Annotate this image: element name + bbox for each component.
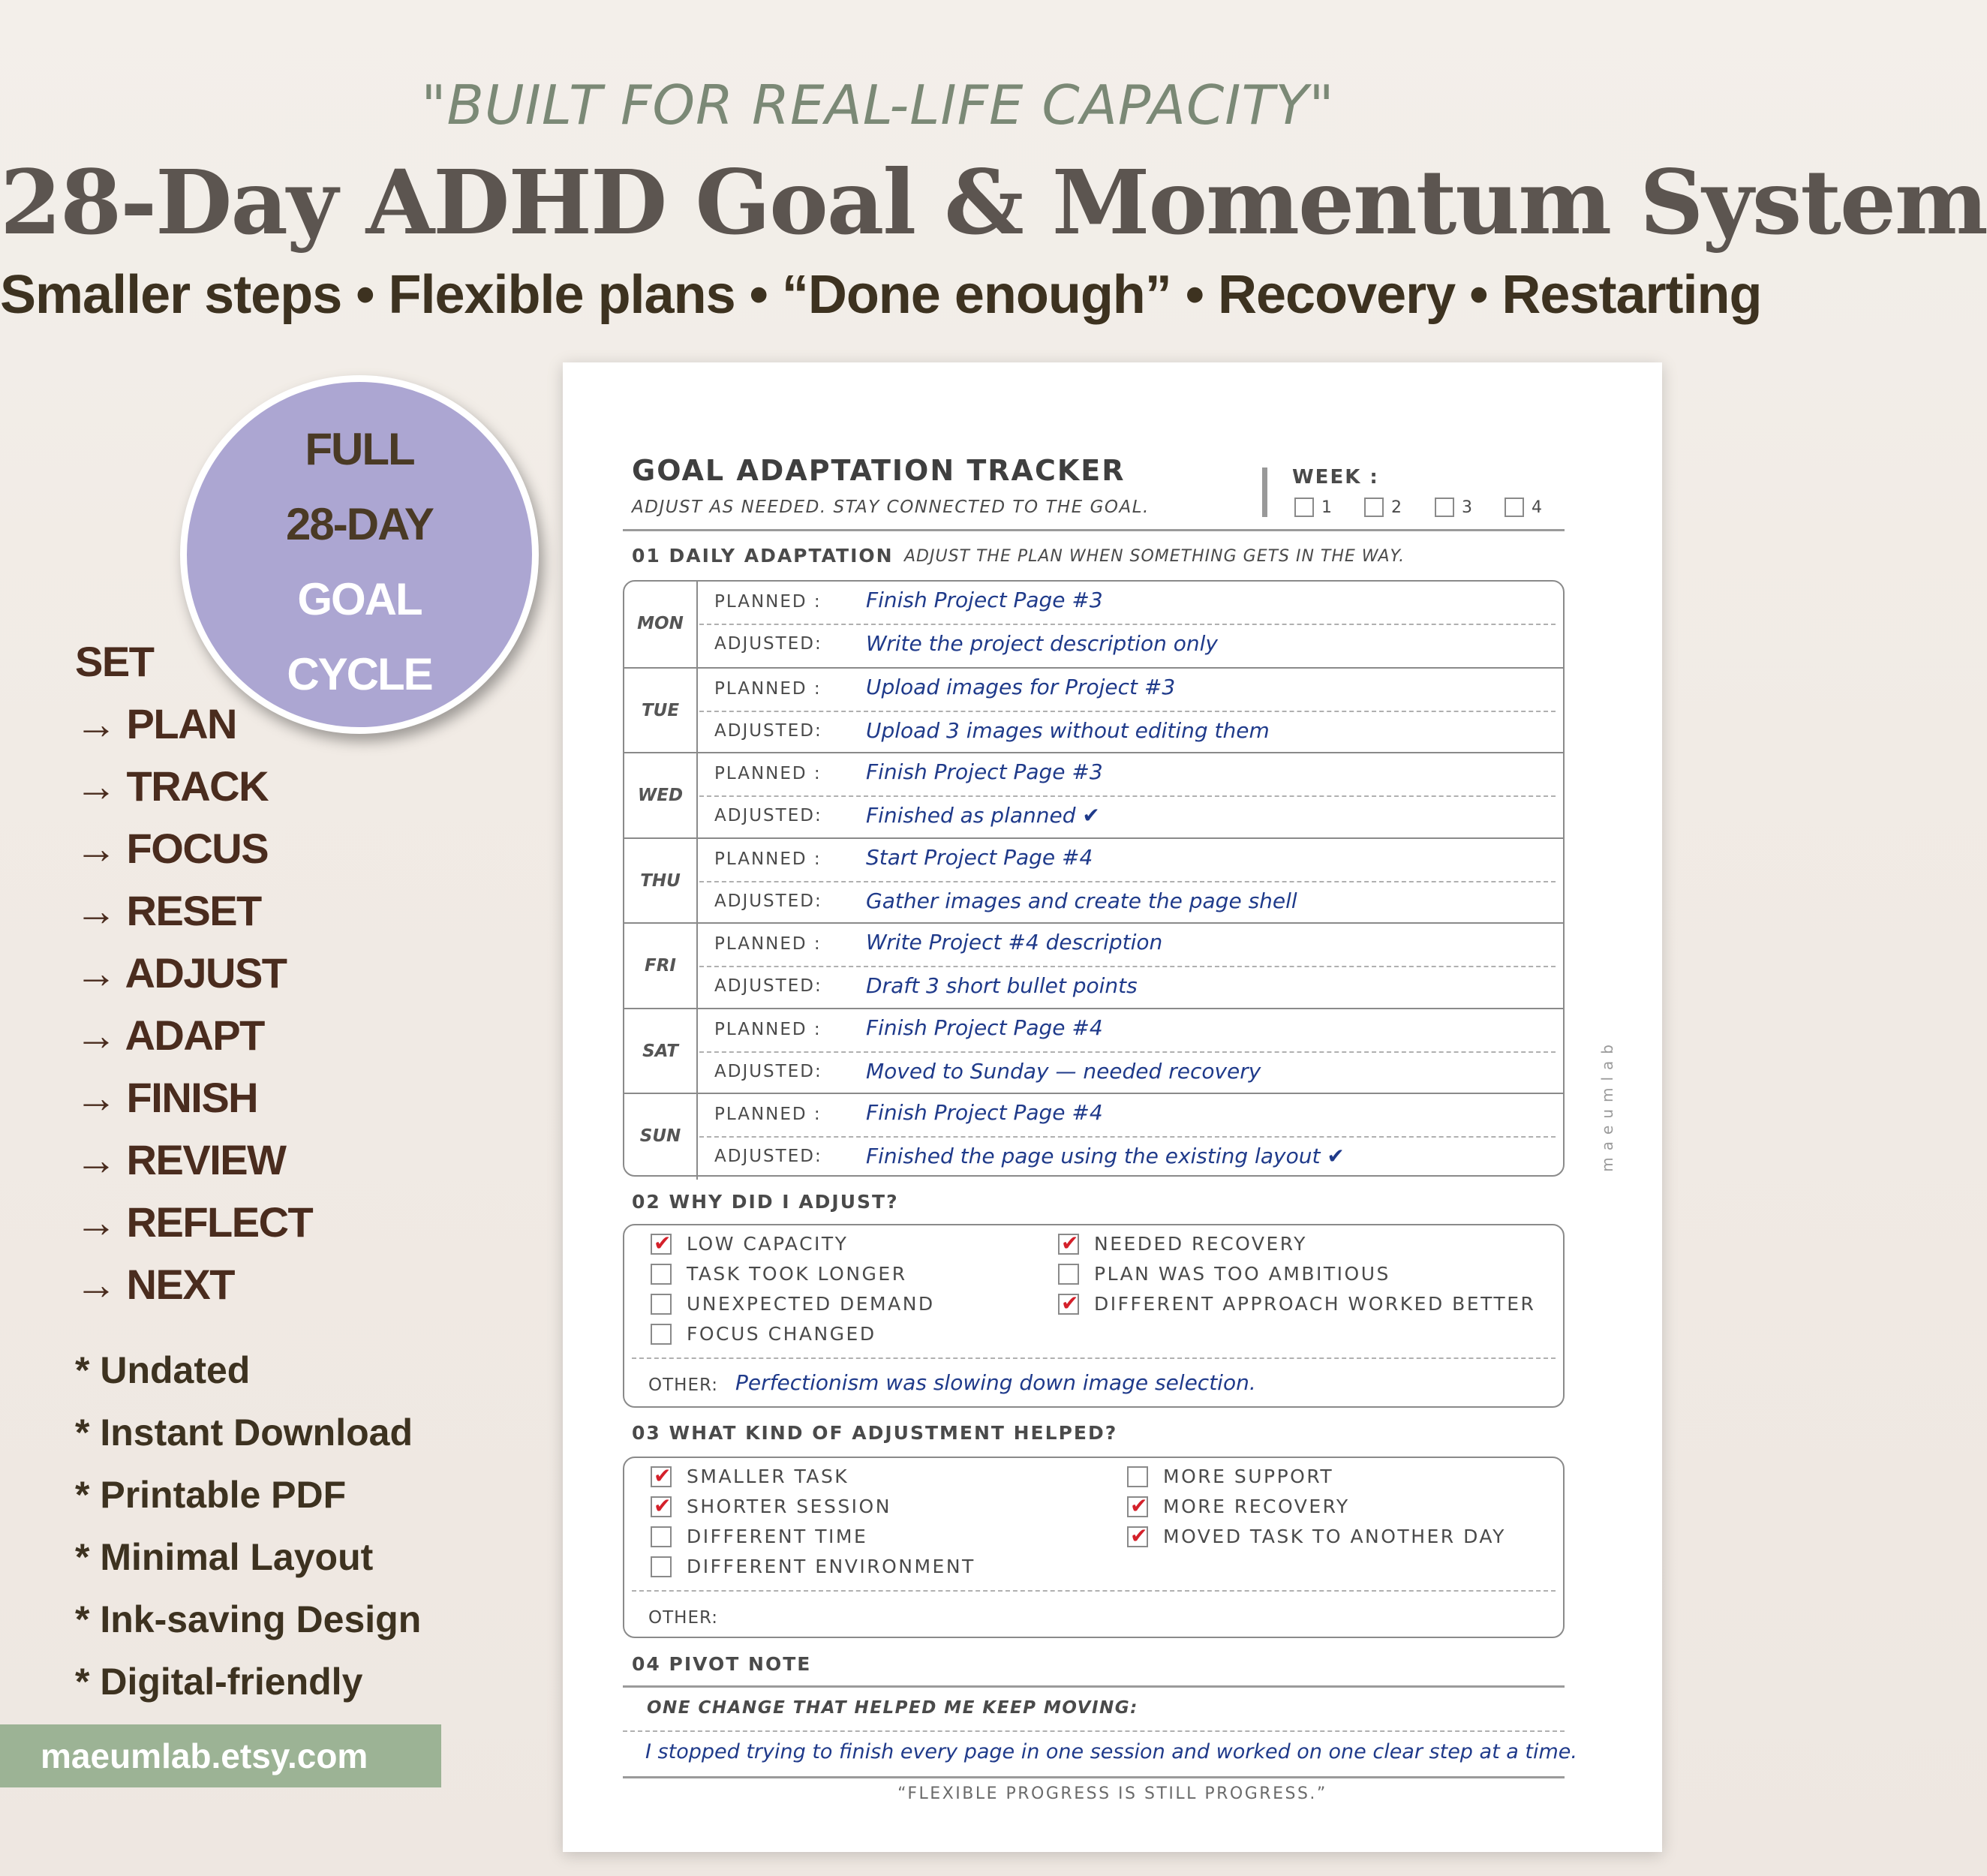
day-name: MON bbox=[624, 582, 698, 667]
checkbox-checked-icon[interactable] bbox=[651, 1466, 672, 1487]
badge-line-1: FULL bbox=[305, 424, 414, 474]
reason-label: LOW CAPACITY bbox=[687, 1233, 849, 1255]
week-number: 3 bbox=[1462, 498, 1472, 517]
pivot-answer[interactable]: I stopped trying to finish every page in one session and worked on one clear step at a time. bbox=[645, 1740, 1577, 1763]
helped-different-environment[interactable] bbox=[651, 1556, 975, 1577]
adjusted-label: ADJUSTED: bbox=[714, 891, 822, 911]
badge-line-4: CYCLE bbox=[287, 649, 432, 699]
reason-label: DIFFERENT APPROACH WORKED BETTER bbox=[1094, 1293, 1536, 1315]
checkbox-icon[interactable] bbox=[1294, 498, 1314, 517]
sheet-title: GOAL ADAPTATION TRACKER bbox=[632, 454, 1126, 487]
day-row bbox=[624, 667, 1563, 754]
planned-value[interactable]: Finish Project Page #4 bbox=[866, 1015, 1103, 1040]
step-item: → NEXT bbox=[75, 1261, 234, 1308]
other-divider bbox=[632, 1590, 1556, 1592]
step-item: → REFLECT bbox=[75, 1198, 313, 1246]
planned-label: PLANNED : bbox=[714, 764, 822, 783]
feature-item: * Ink-saving Design bbox=[75, 1598, 422, 1640]
step-item: → ADJUST bbox=[75, 949, 287, 997]
checkbox-checked-icon[interactable] bbox=[1127, 1526, 1148, 1547]
steps-list bbox=[75, 630, 312, 1315]
shop-link[interactable]: maeumlab.etsy.com bbox=[0, 1724, 441, 1787]
planned-value[interactable]: Finish Project Page #3 bbox=[866, 588, 1103, 612]
feature-item: * Instant Download bbox=[75, 1412, 413, 1454]
pivot-bottom-rule bbox=[623, 1776, 1565, 1778]
checkbox-icon[interactable] bbox=[651, 1294, 672, 1315]
planned-label: PLANNED : bbox=[714, 678, 822, 699]
step-item: → RESET bbox=[75, 887, 261, 934]
main-title: 28-Day ADHD Goal & Momentum System bbox=[0, 150, 1987, 254]
checkbox-checked-icon[interactable] bbox=[1058, 1294, 1079, 1315]
reason-task-took-longer[interactable] bbox=[651, 1263, 907, 1285]
day-name: SUN bbox=[624, 1094, 698, 1180]
features-list bbox=[75, 1339, 421, 1713]
checkbox-icon[interactable] bbox=[1435, 498, 1454, 517]
helped-different-time[interactable] bbox=[651, 1526, 867, 1547]
adjust-reasons-box bbox=[623, 1224, 1565, 1408]
row-divider bbox=[699, 624, 1556, 625]
planned-label: PLANNED : bbox=[714, 592, 822, 612]
reason-focus-changed[interactable] bbox=[651, 1323, 876, 1345]
brand-vertical: maeumlab bbox=[1598, 1038, 1616, 1172]
checkbox-icon[interactable] bbox=[1364, 498, 1384, 517]
week-number: 4 bbox=[1532, 498, 1542, 517]
adjusted-value[interactable]: Write the project description only bbox=[866, 631, 1218, 656]
week-number: 1 bbox=[1321, 498, 1332, 517]
reason-label: FOCUS CHANGED bbox=[687, 1323, 876, 1345]
reason-label: PLAN WAS TOO AMBITIOUS bbox=[1094, 1263, 1390, 1285]
checkbox-icon[interactable] bbox=[651, 1526, 672, 1547]
day-name: SAT bbox=[624, 1009, 698, 1095]
checkbox-checked-icon[interactable] bbox=[651, 1234, 672, 1255]
planned-value[interactable]: Finish Project Page #3 bbox=[866, 759, 1103, 784]
badge-line-3: GOAL bbox=[297, 574, 422, 624]
day-name: TUE bbox=[624, 669, 698, 754]
checkbox-icon[interactable] bbox=[1058, 1264, 1079, 1285]
planned-value[interactable]: Finish Project Page #4 bbox=[866, 1100, 1103, 1125]
step-item: → TRACK bbox=[75, 762, 269, 810]
badge-line-2: 28-DAY bbox=[286, 499, 433, 549]
day-row bbox=[624, 837, 1563, 924]
helped-label: DIFFERENT ENVIRONMENT bbox=[687, 1556, 975, 1577]
helped-label: MORE SUPPORT bbox=[1163, 1466, 1334, 1487]
planned-label: PLANNED : bbox=[714, 849, 822, 869]
planned-value[interactable]: Write Project #4 description bbox=[866, 930, 1163, 955]
adjusted-value[interactable]: Finished as planned ✔ bbox=[866, 803, 1100, 828]
helped-shorter-session[interactable] bbox=[651, 1496, 891, 1517]
other-label: OTHER: bbox=[648, 1608, 719, 1628]
other-label: OTHER: bbox=[648, 1375, 719, 1395]
section-2-title: 02 WHY DID I ADJUST? bbox=[632, 1191, 899, 1213]
cycle-badge bbox=[180, 375, 539, 734]
adjusted-label: ADJUSTED: bbox=[714, 806, 822, 825]
adjusted-label: ADJUSTED: bbox=[714, 976, 822, 996]
feature-item: * Minimal Layout bbox=[75, 1536, 374, 1578]
day-row bbox=[624, 1008, 1563, 1095]
sheet-subtitle: ADJUST AS NEEDED. STAY CONNECTED TO THE GOAL. bbox=[632, 498, 1150, 517]
tracker-sheet bbox=[563, 362, 1662, 1852]
week-label: WEEK : bbox=[1292, 466, 1379, 489]
adjusted-value[interactable]: Gather images and create the page shell bbox=[866, 888, 1297, 913]
pivot-top-rule bbox=[623, 1685, 1565, 1688]
reason-label: UNEXPECTED DEMAND bbox=[687, 1293, 935, 1315]
planned-label: PLANNED : bbox=[714, 1105, 822, 1124]
checkbox-checked-icon[interactable] bbox=[1058, 1234, 1079, 1255]
helped-more-support[interactable] bbox=[1127, 1466, 1333, 1487]
checkbox-icon[interactable] bbox=[1505, 498, 1524, 517]
checkbox-icon[interactable] bbox=[651, 1264, 672, 1285]
day-row bbox=[624, 1093, 1563, 1180]
reason-needed-recovery[interactable] bbox=[1058, 1233, 1307, 1255]
helped-moved-task[interactable] bbox=[1127, 1526, 1506, 1547]
week-option-1[interactable] bbox=[1294, 498, 1332, 517]
adjustment-helped-box bbox=[623, 1457, 1565, 1638]
section-3-title: 03 WHAT KIND OF ADJUSTMENT HELPED? bbox=[632, 1422, 1118, 1444]
row-divider bbox=[699, 966, 1556, 967]
checkbox-icon[interactable] bbox=[1127, 1466, 1148, 1487]
helped-label: SHORTER SESSION bbox=[687, 1496, 891, 1517]
day-row bbox=[624, 922, 1563, 1009]
planned-value[interactable]: Start Project Page #4 bbox=[866, 844, 1093, 870]
pivot-divider bbox=[623, 1730, 1565, 1732]
reason-plan-too-ambitious[interactable] bbox=[1058, 1263, 1390, 1285]
helped-label: MORE RECOVERY bbox=[1163, 1496, 1350, 1517]
adjusted-value[interactable]: Draft 3 short bullet points bbox=[866, 973, 1138, 998]
adjusted-label: ADJUSTED: bbox=[714, 1061, 822, 1081]
adjusted-value[interactable]: Upload 3 images without editing them bbox=[866, 717, 1270, 743]
tagline: "BUILT FOR REAL-LIFE CAPACITY" bbox=[421, 74, 1335, 137]
adjusted-label: ADJUSTED: bbox=[714, 720, 822, 741]
week-option-4[interactable] bbox=[1505, 498, 1542, 517]
row-divider bbox=[699, 711, 1556, 712]
step-item: SET bbox=[75, 638, 154, 685]
day-name: THU bbox=[624, 839, 698, 924]
adjusted-value[interactable]: Finished the page using the existing layout ✔ bbox=[866, 1144, 1345, 1168]
step-item: → ADAPT bbox=[75, 1012, 264, 1059]
helped-label: MOVED TASK TO ANOTHER DAY bbox=[1163, 1526, 1506, 1547]
day-row bbox=[624, 752, 1563, 839]
subtitle: Smaller steps • Flexible plans • “Done enough” • Recovery • Restarting bbox=[0, 265, 1762, 325]
day-row bbox=[624, 582, 1563, 667]
planned-value[interactable]: Upload images for Project #3 bbox=[866, 674, 1176, 699]
helped-label: DIFFERENT TIME bbox=[687, 1526, 868, 1547]
week-divider bbox=[1262, 467, 1267, 517]
header-rule bbox=[623, 529, 1565, 531]
step-item: → REVIEW bbox=[75, 1136, 286, 1183]
feature-item: * Undated bbox=[75, 1349, 251, 1391]
step-item: → FINISH bbox=[75, 1074, 258, 1121]
reason-label: NEEDED RECOVERY bbox=[1094, 1233, 1307, 1255]
reason-label: TASK TOOK LONGER bbox=[687, 1263, 907, 1285]
step-item: → FOCUS bbox=[75, 825, 269, 872]
footer-quote: “FLEXIBLE PROGRESS IS STILL PROGRESS.” bbox=[897, 1784, 1327, 1803]
helped-smaller-task[interactable] bbox=[651, 1466, 849, 1487]
other-divider bbox=[632, 1357, 1556, 1359]
checkbox-icon[interactable] bbox=[651, 1324, 672, 1345]
pivot-prompt: ONE CHANGE THAT HELPED ME KEEP MOVING: bbox=[647, 1698, 1138, 1718]
helped-label: SMALLER TASK bbox=[687, 1466, 849, 1487]
row-divider bbox=[699, 1051, 1556, 1053]
step-item: → PLAN bbox=[75, 700, 236, 747]
feature-item: * Digital-friendly bbox=[75, 1661, 363, 1703]
row-divider bbox=[699, 881, 1556, 882]
planned-label: PLANNED : bbox=[714, 934, 822, 954]
row-divider bbox=[699, 795, 1556, 797]
helped-more-recovery[interactable] bbox=[1127, 1496, 1350, 1517]
reason-different-approach[interactable] bbox=[1058, 1293, 1535, 1315]
section-1-title: 01 DAILY ADAPTATION bbox=[632, 545, 894, 567]
adjusted-label: ADJUSTED: bbox=[714, 1147, 822, 1166]
row-divider bbox=[699, 1136, 1556, 1138]
planned-label: PLANNED : bbox=[714, 1019, 822, 1039]
other-value[interactable]: Perfectionism was slowing down image selection. bbox=[735, 1370, 1256, 1395]
day-name: WED bbox=[624, 753, 698, 839]
reason-low-capacity[interactable] bbox=[651, 1233, 848, 1255]
checkbox-checked-icon[interactable] bbox=[651, 1496, 672, 1517]
section-1-note: ADJUST THE PLAN WHEN SOMETHING GETS IN THE WAY. bbox=[904, 547, 1405, 566]
daily-adaptation-table bbox=[623, 580, 1565, 1177]
section-4-title: 04 PIVOT NOTE bbox=[632, 1653, 812, 1675]
day-name: FRI bbox=[624, 924, 698, 1009]
checkbox-checked-icon[interactable] bbox=[1127, 1496, 1148, 1517]
reason-unexpected-demand[interactable] bbox=[651, 1293, 935, 1315]
week-option-2[interactable] bbox=[1364, 498, 1402, 517]
checkbox-icon[interactable] bbox=[651, 1556, 672, 1577]
feature-item: * Printable PDF bbox=[75, 1474, 347, 1516]
adjusted-value[interactable]: Moved to Sunday — needed recovery bbox=[866, 1058, 1261, 1084]
week-option-3[interactable] bbox=[1435, 498, 1472, 517]
week-number: 2 bbox=[1391, 498, 1402, 517]
adjusted-label: ADJUSTED: bbox=[714, 634, 822, 654]
